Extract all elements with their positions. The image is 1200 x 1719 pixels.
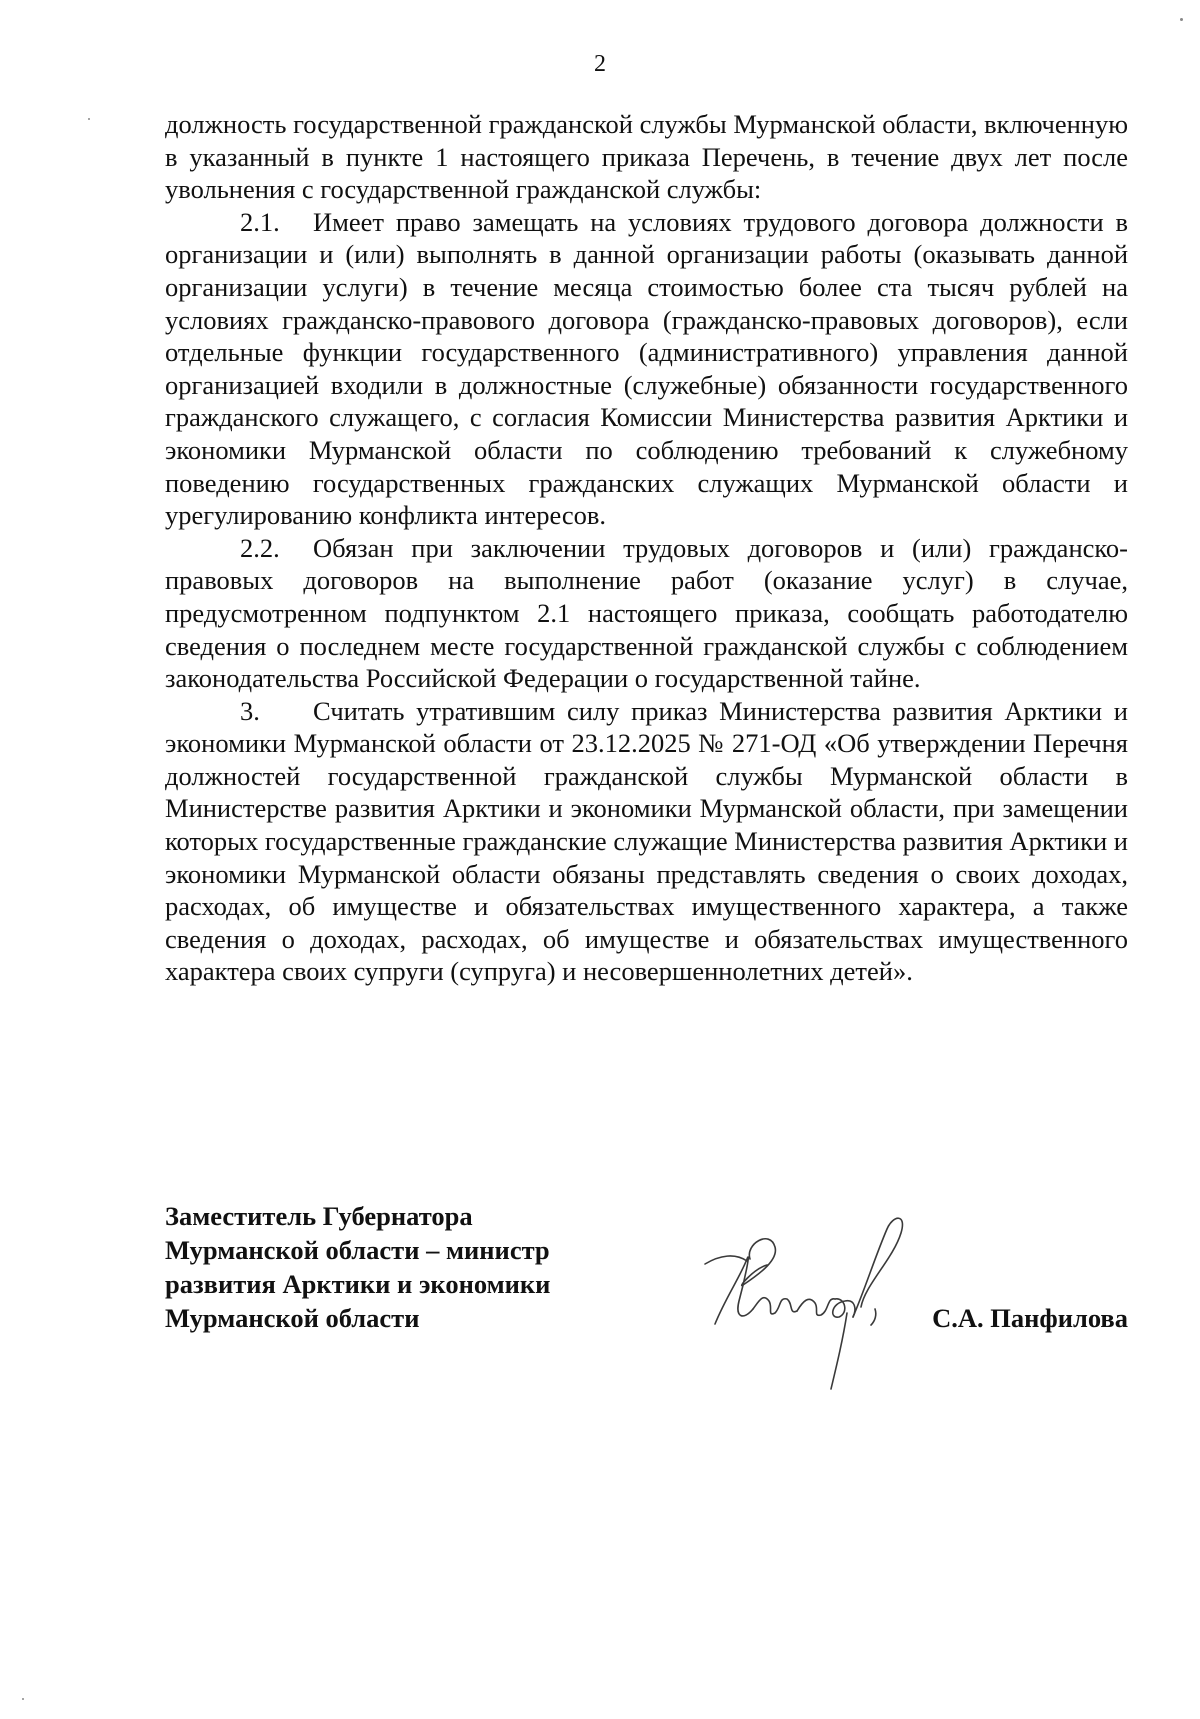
signature-strokes bbox=[705, 1218, 902, 1389]
clause-text: Имеет право замещать на условиях трудового договора должности в организации и (или) выполнять в данной организации работы (оказывать данной организации услуги) в течение месяца стоимостью более ста тысяч рублей на условиях гражданско-правового договора (гражданско-правовых договоров), если отдельные функции государственного (административного) управления данной организацией входили в должностные (служебные) обязанности государственного гражданского служащего, с согласия Комиссии Министерства развития Арктики и экономики Мурманской области по соблюдению требований к служебному поведению государственных гражданских служащих Мурманской области и урегулированию конфликта интересов. bbox=[165, 206, 1128, 531]
signer-name: С.А. Панфилова bbox=[932, 1303, 1128, 1333]
position-line: Мурманской области bbox=[165, 1303, 420, 1333]
signer-position bbox=[165, 1199, 550, 1335]
page-number: 2 bbox=[594, 51, 606, 77]
document-body bbox=[165, 108, 1128, 988]
clause-2-1 bbox=[165, 206, 1128, 532]
position-line: Мурманской области – министр bbox=[165, 1235, 550, 1265]
clause-text: Обязан при заключении трудовых договоров и (или) гражданско-правовых договоров на выполнение работ (оказание услуг) в случае, предусмотренном подпунктом 2.1 настоящего приказа, сообщать работодателю сведения о последнем месте государственной гражданской службы с соблюдением законодательства Российской Федерации о государственной тайне. bbox=[165, 532, 1128, 694]
scan-speck bbox=[88, 118, 90, 120]
signature-block bbox=[165, 1199, 1128, 1399]
clause-text: Считать утратившим силу приказ Министерства развития Арктики и экономики Мурманской области от 23.12.2025 № 271-ОД «Об утверждении Перечня должностей государственной гражданской службы Мурманской области в Министерстве развития Арктики и экономики Мурманской области, при замещении которых государственные гражданские служащие Министерства развития Арктики и экономики Мурманской области обязаны представлять сведения о своих доходах, расходах, об имуществе и обязательствах имущественного характера, а также сведения о доходах, расходах, об имуществе и обязательствах имущественного характера своих супруги (супруга) и несовершеннолетних детей». bbox=[165, 695, 1128, 987]
clause-3 bbox=[165, 695, 1128, 988]
position-line: развития Арктики и экономики bbox=[165, 1269, 551, 1299]
clause-2-2 bbox=[165, 532, 1128, 695]
scan-speck bbox=[1180, 18, 1183, 21]
intro-paragraph: должность государственной гражданской службы Мурманской области, включенную в указанный в пункте 1 настоящего приказа Перечень, в течение двух лет после увольнения с государственной гражданской службы: bbox=[165, 109, 1128, 205]
clause-number: 2.2. bbox=[240, 532, 280, 563]
handwritten-signature bbox=[695, 1189, 925, 1399]
clause-number: 2.1. bbox=[240, 206, 280, 237]
scan-speck bbox=[22, 1698, 24, 1700]
clause-number: 3. bbox=[240, 695, 260, 726]
position-line: Заместитель Губернатора bbox=[165, 1201, 473, 1231]
